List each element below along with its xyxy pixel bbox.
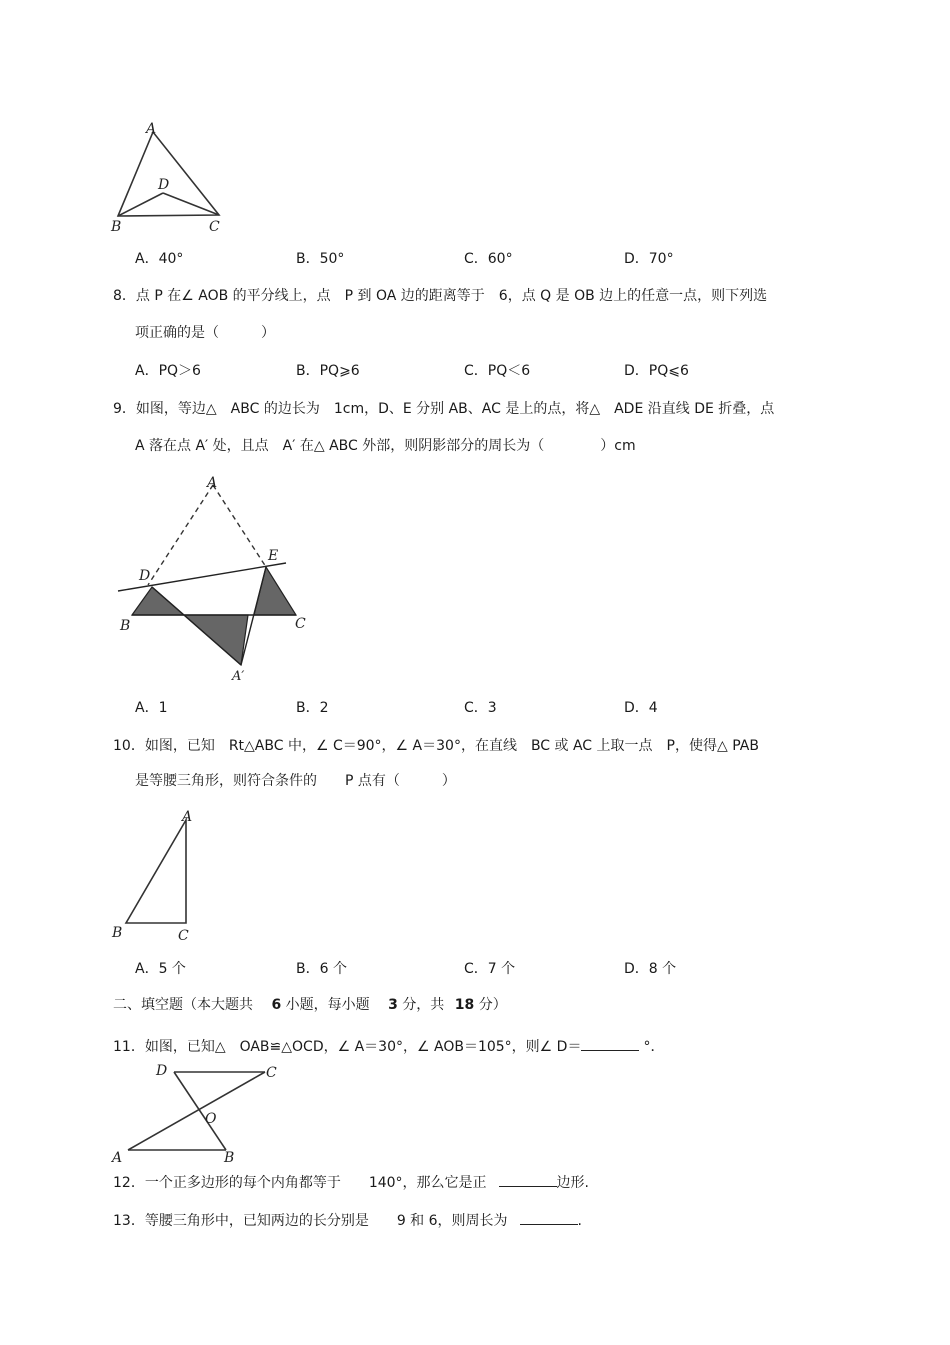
q10-option-c[interactable]: C．7 个	[464, 961, 516, 977]
q11-label-o: O	[205, 1111, 217, 1127]
q9-stem-line1: 9．如图，等边△ ABC 的边长为 1cm，D、E 分别 AB、AC 是上的点，将△ ADE 沿直线 DE 折叠，点	[113, 401, 775, 417]
q7-option-d[interactable]: D．70°	[624, 251, 674, 267]
q11-label-c: C	[266, 1065, 277, 1081]
q11-label-b: B	[224, 1150, 235, 1166]
q8-stem-line1: 8．点 P 在∠ AOB 的平分线上，点 P 到 OA 边的距离等于 6，点 Q 是 OB 边上的任意一点，则下列选	[113, 288, 768, 304]
q9-label-c: C	[295, 616, 306, 632]
q10-stem-line1: 10．如图，已知 Rt△ABC 中，∠ C＝90°，∠ A＝30°，在直线 BC 或 AC 上取一点 P，使得△ PAB	[113, 738, 759, 754]
section2-score: 3	[388, 997, 398, 1013]
q7-option-a[interactable]: A．40°	[135, 251, 184, 267]
q10-right-triangle-figure	[108, 806, 208, 944]
q7-label-d: D	[158, 177, 170, 193]
q10-label-b: B	[112, 925, 123, 941]
q10-option-b[interactable]: B．6 个	[296, 961, 347, 977]
q9-fold-figure	[108, 470, 318, 685]
q12-text-before: 12．一个正多边形的每个内角都等于 140°，那么它是正	[113, 1175, 487, 1191]
q9-option-c[interactable]: C．3	[464, 700, 497, 716]
q11-stem	[113, 1036, 664, 1057]
q11-label-d: D	[156, 1063, 168, 1079]
q7-triangle-figure	[108, 118, 238, 238]
q13-text-after: .	[577, 1213, 582, 1229]
q7-label-a: A	[146, 121, 157, 137]
q13-answer-blank[interactable]	[520, 1210, 578, 1225]
q9-option-a[interactable]: A．1	[135, 700, 168, 716]
q7-option-c[interactable]: C．60°	[464, 251, 513, 267]
q9-label-a-prime: A′	[232, 669, 245, 684]
section2-mid1: 小题，每小题	[285, 997, 370, 1013]
q11-label-a: A	[112, 1150, 123, 1166]
q10-label-a: A	[182, 809, 193, 825]
q10-option-d[interactable]: D．8 个	[624, 961, 677, 977]
q13-text-before: 13．等腰三角形中，已知两边的长分别是 9 和 6，则周长为	[113, 1213, 508, 1229]
section2-prefix: 二、填空题（本大题共	[113, 997, 253, 1013]
q7-label-b: B	[111, 219, 122, 235]
q9-label-e: E	[268, 548, 279, 564]
q9-option-b[interactable]: B．2	[296, 700, 329, 716]
q7-label-c: C	[209, 219, 220, 235]
section2-count: 6	[271, 997, 282, 1013]
q12-text-after: 边形.	[556, 1175, 589, 1191]
q11-text-before: 11．如图，已知△ OAB≌△OCD，∠ A＝30°，∠ AOB＝105°，则∠ D＝	[113, 1039, 582, 1055]
q8-option-b[interactable]: B．PQ⩾6	[296, 363, 360, 379]
section2-heading	[113, 995, 507, 1015]
q7-option-b[interactable]: B．50°	[296, 251, 345, 267]
q10-label-c: C	[178, 928, 189, 944]
q8-option-d[interactable]: D．PQ⩽6	[624, 363, 689, 379]
q9-label-b: B	[120, 618, 131, 634]
q10-option-a[interactable]: A．5 个	[135, 961, 186, 977]
q10-stem-line2: 是等腰三角形，则符合条件的 P 点有（ ）	[135, 773, 456, 789]
q11-congruent-triangles-figure	[108, 1060, 288, 1166]
q9-option-d[interactable]: D．4	[624, 700, 658, 716]
q12-answer-blank[interactable]	[499, 1172, 557, 1187]
q8-option-c[interactable]: C．PQ＜6	[464, 363, 531, 379]
q11-text-after: °．	[643, 1039, 665, 1055]
q13-stem	[113, 1210, 582, 1231]
q9-label-d: D	[139, 568, 151, 584]
q9-stem-line2: A 落在点 A′ 处，且点 A′ 在△ ABC 外部，则阴影部分的周长为（ ）cm	[135, 438, 636, 454]
section2-suffix: 分）	[478, 997, 507, 1013]
section2-total: 18	[454, 997, 475, 1013]
q9-label-a: A	[207, 475, 218, 491]
q8-stem-line2: 项正确的是（ ）	[135, 325, 275, 341]
section2-mid2: 分，共	[402, 997, 445, 1013]
q12-stem	[113, 1172, 589, 1193]
q11-answer-blank[interactable]	[581, 1036, 639, 1051]
q8-option-a[interactable]: A．PQ＞6	[135, 363, 201, 379]
